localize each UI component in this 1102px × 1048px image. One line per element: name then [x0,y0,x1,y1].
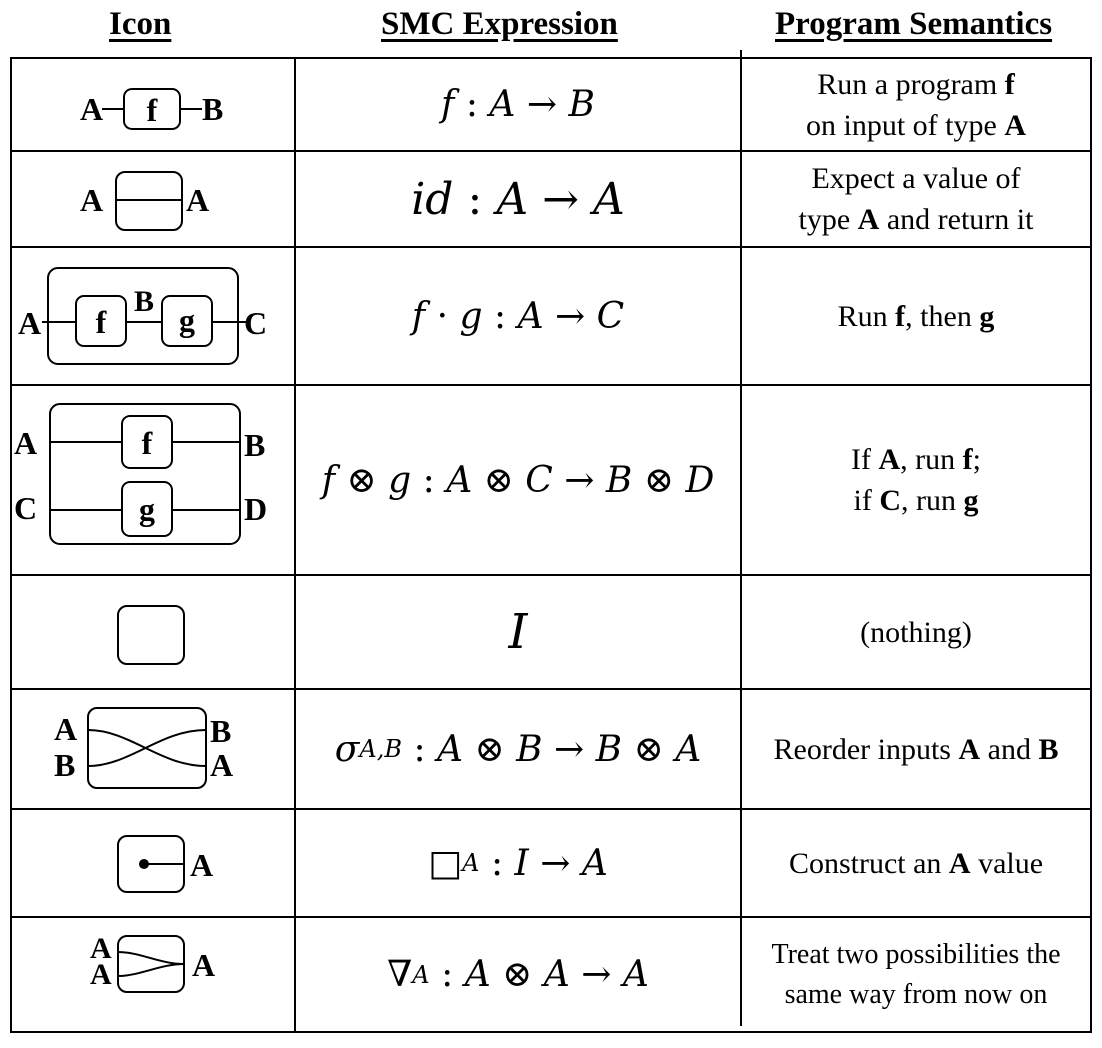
grid-line [1090,57,1092,1033]
function-label: g [179,302,195,338]
swap-icon [50,702,250,798]
header-smc-expression: SMC Expression [381,6,618,42]
semantics-text: same way from now on [784,978,1048,1010]
smc-token: A [464,954,491,995]
smc-token: A [581,842,608,884]
semantics-text-bold: A [857,203,880,236]
smc-token: : [467,173,483,225]
smc-token: A [517,295,544,337]
program-semantics [742,248,1090,384]
semantics-text: Reorder inputs [773,732,959,766]
input-type-label: A [80,182,104,218]
output-type-label: B [244,427,266,463]
smc-token: → [581,954,612,995]
smc-token: → [542,173,579,225]
semantics-text-bold: g [979,299,995,333]
header-icon: Icon [109,6,172,42]
smc-token: g [388,459,412,501]
smc-token: C [596,295,625,337]
smc-expression [296,152,740,246]
semantics-text: , then [905,299,980,333]
smc-token: : [422,459,435,501]
header-program-semantics: Program Semantics [775,6,1053,42]
semantics-text: Treat two possibilities the [771,938,1061,970]
output-type-label: B [210,713,232,749]
smc-token: A [496,173,529,225]
composition-icon [14,264,294,374]
semantics-text-bold: A [878,443,901,476]
smc-token: ⊗ [346,459,377,501]
smc-subscript: A,B [359,735,402,763]
semantics-text: and [980,732,1039,766]
semantics-text: Construct an [788,846,949,880]
semantics-text: , run [901,484,964,517]
smc-token: B [605,459,633,501]
program-semantics [742,386,1090,574]
smc-token: f [321,459,336,501]
semantics-text-bold: A [948,846,971,880]
semantics-text: and return it [879,203,1034,236]
intermediate-type-label: B [133,285,155,318]
semantics-text: on input of type [806,108,1005,142]
program-semantics [742,918,1090,1031]
semantics-text-bold: f [962,443,973,476]
semantics-text: Run a program [817,67,1005,101]
semantics-text: Run [837,299,896,333]
smc-token: ⊗ [502,954,533,995]
output-type-label: A [190,847,214,883]
identity-icon [70,168,250,238]
semantics-text: type [798,203,858,236]
smc-token: f [411,295,426,337]
smc-token: · [436,295,449,337]
smc-token: : [413,728,426,770]
constructor-icon [116,834,246,898]
program-semantics [742,59,1090,150]
empty-box-icon [116,604,188,668]
smc-token: g [459,295,483,337]
smc-subscript: A [462,849,480,877]
output-type-label: A [186,182,210,218]
smc-token: I [514,842,529,884]
smc-token: B [516,728,543,770]
semantics-text-bold: B [1038,732,1059,766]
semantics-text-bold: A [1004,108,1026,142]
input-type-label: C [14,490,38,526]
function-icon [70,80,250,140]
semantics-text: , run [900,443,963,476]
semantics-text-bold: A [958,732,981,766]
semantics-text-bold: f [895,299,906,333]
smc-token: : [441,954,454,995]
smc-token: → [555,295,586,337]
smc-token: C [525,459,553,501]
smc-expression [296,918,740,1031]
input-type-label: A [18,305,42,341]
merge-icon [90,932,240,1000]
smc-token: id [411,173,454,225]
semantics-text: Expect a value of [811,162,1021,195]
smc-expression [296,386,740,574]
smc-token: A [543,954,570,995]
smc-expression [296,576,740,688]
smc-token: I [508,604,528,660]
grid-line [10,1031,1092,1033]
parallel-composition-icon [12,398,294,558]
smc-subscript: A [412,960,430,989]
smc-token: A [446,459,473,501]
output-type-label: A [192,947,216,983]
smc-expression [296,810,740,916]
output-type-label: B [202,91,224,127]
function-label: f [141,425,153,461]
smc-expression [296,690,740,808]
smc-token: A [489,84,516,125]
smc-token: : [465,84,478,125]
input-type-label: A [80,91,104,127]
semantics-text: ; [972,443,981,476]
input-type-label: A [14,425,38,461]
smc-token: ⊗ [483,459,514,501]
smc-token: → [554,728,585,770]
smc-token: A [675,728,702,770]
program-semantics [742,576,1090,688]
input-type-label: A [90,932,112,965]
smc-token: B [595,728,623,770]
smc-expression [296,59,740,150]
program-semantics [742,690,1090,808]
smc-token: : [490,842,504,884]
input-type-label: A [54,711,78,747]
function-label: f [95,304,107,340]
smc-token: f [441,84,455,125]
function-label: g [139,491,155,527]
semantics-text-bold: C [879,484,901,517]
smc-token: B [568,84,595,125]
semantics-text-bold: g [963,484,979,517]
semantics-text: if [853,484,880,517]
smc-token: → [540,842,571,884]
semantics-text: If [851,443,879,476]
smc-token: D [685,459,715,501]
smc-token: σ [334,728,360,770]
smc-token: ∇ [387,954,413,995]
output-type-label: D [244,491,268,527]
semantics-text: value [970,846,1044,880]
output-type-label: A [210,747,234,783]
program-semantics [742,152,1090,246]
smc-token: ⊗ [633,728,664,770]
function-label: f [146,92,158,128]
smc-token: : [493,295,507,337]
smc-token: ⊗ [474,728,505,770]
smc-token: A [592,173,625,225]
smc-token: A [437,728,464,770]
output-type-label: C [244,305,268,341]
smc-token: → [526,84,558,125]
input-type-label: A [90,958,112,991]
semantics-text-bold: f [1004,67,1015,101]
smc-expression [296,248,740,384]
program-semantics [742,810,1090,916]
smc-token: A [622,954,649,995]
smc-token: ⊗ [643,459,674,501]
smc-token: □ [428,842,463,884]
input-type-label: B [54,747,76,783]
smc-token: → [564,459,595,501]
semantics-text: (nothing) [860,615,972,649]
